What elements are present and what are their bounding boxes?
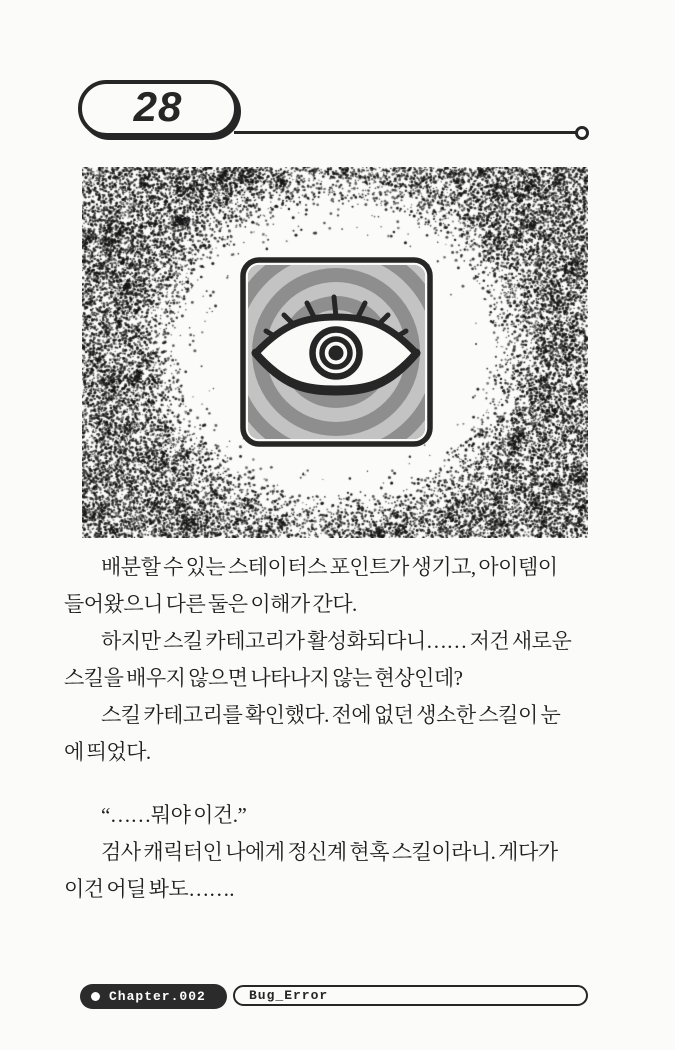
body-text xyxy=(64,549,624,908)
chapter-badge xyxy=(80,984,227,1009)
illustration xyxy=(82,167,588,538)
header-rule xyxy=(234,131,578,134)
text-line: 이건 어딜 봐도……. xyxy=(64,877,234,901)
text-line: 검사 캐릭터인 나에게 정신계 현혹 스킬이라니. 게다가 xyxy=(101,840,558,864)
text-line: 하지만 스킬 카테고리가 활성화되다니…… 저건 새로운 xyxy=(101,629,572,653)
text-line: 스킬을 배우지 않으면 나타나지 않는 현상인데? xyxy=(64,666,463,690)
section-tab xyxy=(233,985,588,1006)
paragraph-spacer xyxy=(64,771,624,797)
bullet-icon xyxy=(91,992,100,1001)
bullseye-iris xyxy=(313,330,360,377)
text-line: 배분할 수 있는 스테이터스 포인트가 생기고, 아이템이 xyxy=(101,555,558,579)
hypnotic-eye-icon xyxy=(240,257,433,447)
page-number-badge xyxy=(78,80,238,137)
page-number: 28 xyxy=(133,82,183,130)
section-label: Bug_Error xyxy=(249,988,329,1003)
text-line: 스킬 카테고리를 확인했다. 전에 없던 생소한 스킬이 눈 xyxy=(101,703,561,727)
text-line: 에 띄었다. xyxy=(64,740,151,764)
text-line: “……뭐야 이건.” xyxy=(101,803,247,827)
text-line: 들어왔으니 다른 둘은 이해가 간다. xyxy=(64,592,357,616)
header-rule-end-ring-icon xyxy=(575,126,589,140)
chapter-label: Chapter.002 xyxy=(109,989,206,1004)
